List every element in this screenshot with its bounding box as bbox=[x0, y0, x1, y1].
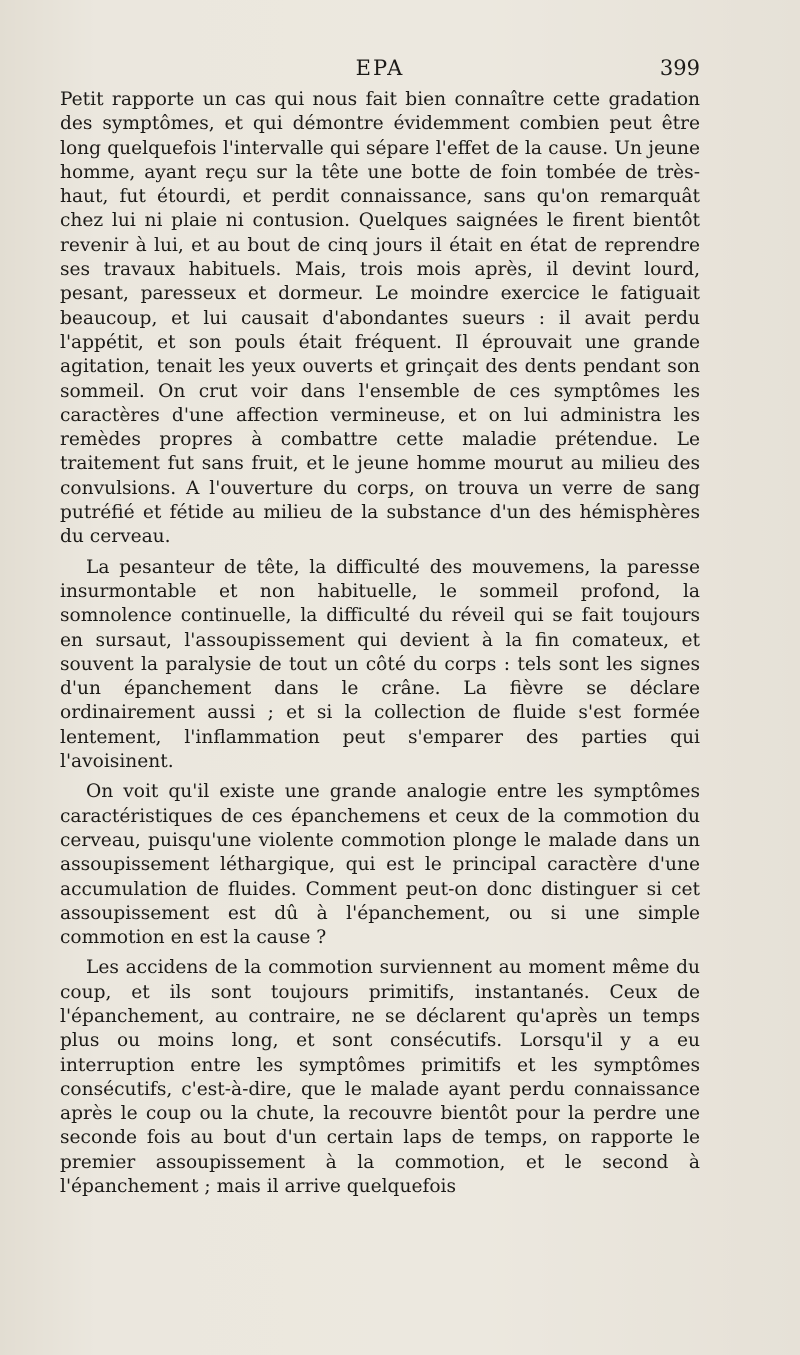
running-head bbox=[60, 56, 700, 90]
paragraph-analogy-commotion: On voit qu'il existe une grande analogie entre les symptômes caractéristiques de ces épanchemens et ceux de la commotion du cerveau, puisqu'une violente commotion plonge le malade dans un assoupissement léthargique, qui est le principal caractère d'une accumulation de fluides. Comment peut-on donc distinguer si cet assoupissement est dû à l'épanchement, ou si une simple commotion en est la cause ? bbox=[60, 781, 700, 949]
paragraph-signs-of-effusion: La pesanteur de tête, la difficulté des mouvemens, la paresse insurmontable et non habituelle, le sommeil profond, la somnolence continuelle, la difficulté du réveil qui se fait toujours en sursaut, l'assoupissement qui devient à la fin comateux, et souvent la paralysie de tout un côté du corps : tels sont les signes d'un épanchement dans le crâne. La fièvre se déclare ordinairement aussi ; et si la collection de fluide s'est formée lentement, l'inflammation peut s'emparer des parties qui l'avoisinent. bbox=[60, 556, 700, 773]
paragraph-petit-case: Petit rapporte un cas qui nous fait bien connaître cette gradation des symptômes, et qui démontre évidemment combien peut être long quelquefois l'intervalle qui sépare l'effet de la cause. Un jeune homme, ayant reçu sur la tête une botte de foin tombée de très-haut, fut étourdi, et perdit connaissance, sans qu'on remarquât chez lui ni plaie ni contusion. Quelques saignées le firent bientôt revenir à lui, et au bout de cinq jours il était en état de reprendre ses travaux habituels. Mais, trois mois après, il devint lourd, pesant, paresseux et dormeur. Le moindre exercice le fatiguait beaucoup, et lui causait d'abondantes sueurs : il avait perdu l'appétit, et son pouls était fréquent. Il éprouvait une grande agitation, tenait les yeux ouverts et grinçait des dents pendant son sommeil. On crut voir dans l'ensemble de ces symptômes les caractères d'une affection vermineuse, et on lui administra les remèdes propres à combattre cette maladie prétendue. Le traitement fut sans fruit, et le jeune homme mourut au milieu des convulsions. A l'ouverture du corps, on trouva un verre de sang putréfié et fétide au milieu de la substance d'un des hémisphères du cerveau. bbox=[60, 89, 700, 548]
paragraph-accidents-commotion: Les accidens de la commotion surviennent au moment même du coup, et ils sont toujours primitifs, instantanés. Ceux de l'épanchement, au contraire, ne se déclarent qu'après un temps plus ou moins long, et sont consécutifs. Lorsqu'il y a eu interruption entre les symptômes primitifs et les symptômes consécutifs, c'est-à-dire, que le malade ayant perdu connaissance après le coup ou la chute, la recouvre bientôt pour la perdre une seconde fois au bout d'un certain laps de temps, on rapporte le premier assoupissement à la commotion, et le second à l'épanchement ; mais il arrive quelquefois bbox=[60, 957, 700, 1198]
running-head-title: EPA bbox=[355, 56, 405, 80]
page-number: 399 bbox=[659, 56, 700, 80]
body-text bbox=[60, 88, 700, 1205]
